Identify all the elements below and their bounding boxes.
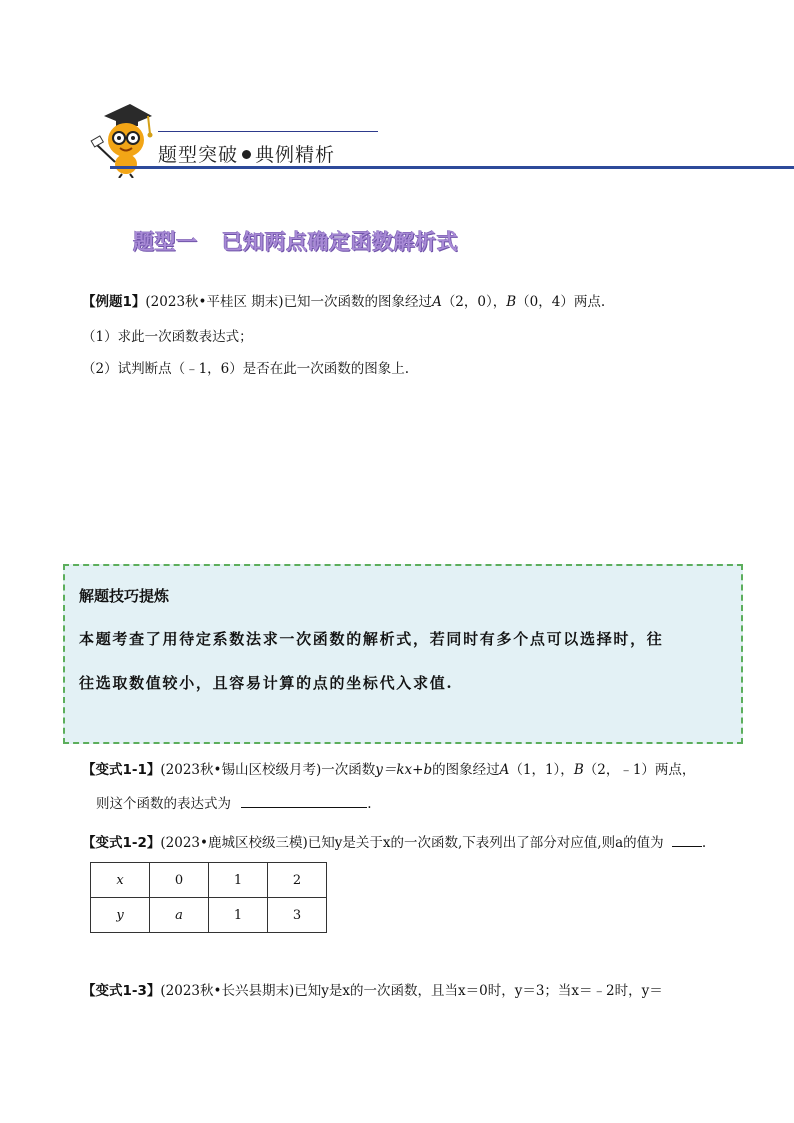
variant1-point-a: A (499, 762, 510, 778)
example1-point-b: B (506, 294, 517, 310)
example1-source: (2023秋•平桂区 期末) (145, 294, 284, 310)
example1-text-a: 已知一次函数的图象经过 (283, 294, 433, 310)
example1-question-1: （1）求此一次函数表达式； (82, 329, 253, 345)
bullet-dot-icon (242, 150, 251, 159)
value-table (90, 862, 327, 933)
variant1-text-a: 一次函数 (321, 762, 376, 778)
variant2-end: . (701, 835, 707, 851)
example1-text-b: 两点. (573, 294, 606, 310)
table-cell: 1 (209, 863, 268, 898)
example1-coord-a: （2，0） (441, 294, 493, 310)
variant2-text: 已知y是关于x的一次函数,下表列出了部分对应值,则a的值为 (307, 835, 664, 851)
variant1-line-2 (96, 796, 372, 814)
variant1-coord-b: （2，﹣1）两点， (583, 762, 696, 778)
tip-title: 解题技巧提炼 (79, 587, 170, 605)
variant1-tag: 【变式1-1】 (82, 762, 161, 778)
table-cell: 1 (209, 898, 268, 933)
answer-blank[interactable] (672, 846, 702, 847)
example1-tag: 【例题1】 (82, 294, 146, 310)
variant1-source: (2023秋•锡山区校级月考) (160, 762, 322, 778)
example1-question-2: （2）试判断点（﹣1，6）是否在此一次函数的图象上. (82, 361, 410, 377)
variant3-line (82, 983, 663, 1001)
variant1-line-2-text: 则这个函数的表达式为 (96, 796, 231, 812)
section-title-text: 已知两点确定函数解析式 (221, 230, 458, 254)
table-row (91, 898, 327, 933)
variant1-end: . (367, 796, 372, 812)
example1-line (82, 294, 605, 312)
header-title-part1: 题型突破 (158, 144, 239, 166)
section-heading (133, 226, 458, 256)
table-cell: y (91, 898, 150, 933)
table-cell: 2 (268, 863, 327, 898)
example1-coord-b: （0，4） (516, 294, 574, 310)
variant2-source: (2023•鹿城区校级三模) (160, 835, 308, 851)
table-row (91, 863, 327, 898)
variant3-tag: 【变式1-3】 (82, 983, 161, 999)
section-label: 题型一 (133, 230, 198, 254)
header-title-part2: 典例精析 (255, 144, 336, 166)
tip-line-1: 本题考查了用待定系数法求一次函数的解析式，若同时有多个点可以选择时，往 (79, 630, 664, 648)
variant2-line (82, 835, 706, 853)
header-rule-bottom (110, 166, 794, 169)
tip-line-2: 往选取数值较小，且容易计算的点的坐标代入求值. (79, 674, 454, 692)
variant1-line-1 (82, 762, 695, 780)
variant2-tag: 【变式1-2】 (82, 835, 161, 851)
example1-sep: ， (492, 294, 507, 310)
header-title (158, 140, 335, 167)
example1-point-a: A (432, 294, 442, 310)
table-cell: a (150, 898, 209, 933)
table-cell: x (91, 863, 150, 898)
header-rule-top (158, 131, 378, 132)
variant1-coord-a: （1，1）， (509, 762, 574, 778)
variant1-formula: y＝kx+b (375, 762, 433, 778)
table-cell: 3 (268, 898, 327, 933)
variant1-text-b: 的图象经过 (432, 762, 500, 778)
variant1-point-b: B (573, 762, 584, 778)
table-cell: 0 (150, 863, 209, 898)
answer-blank[interactable] (241, 807, 367, 808)
variant3-text: 已知y是x的一次函数，且当x＝0时，y＝3；当x＝﹣2时，y＝ (294, 983, 663, 999)
variant3-source: (2023秋•长兴县期末) (160, 983, 295, 999)
